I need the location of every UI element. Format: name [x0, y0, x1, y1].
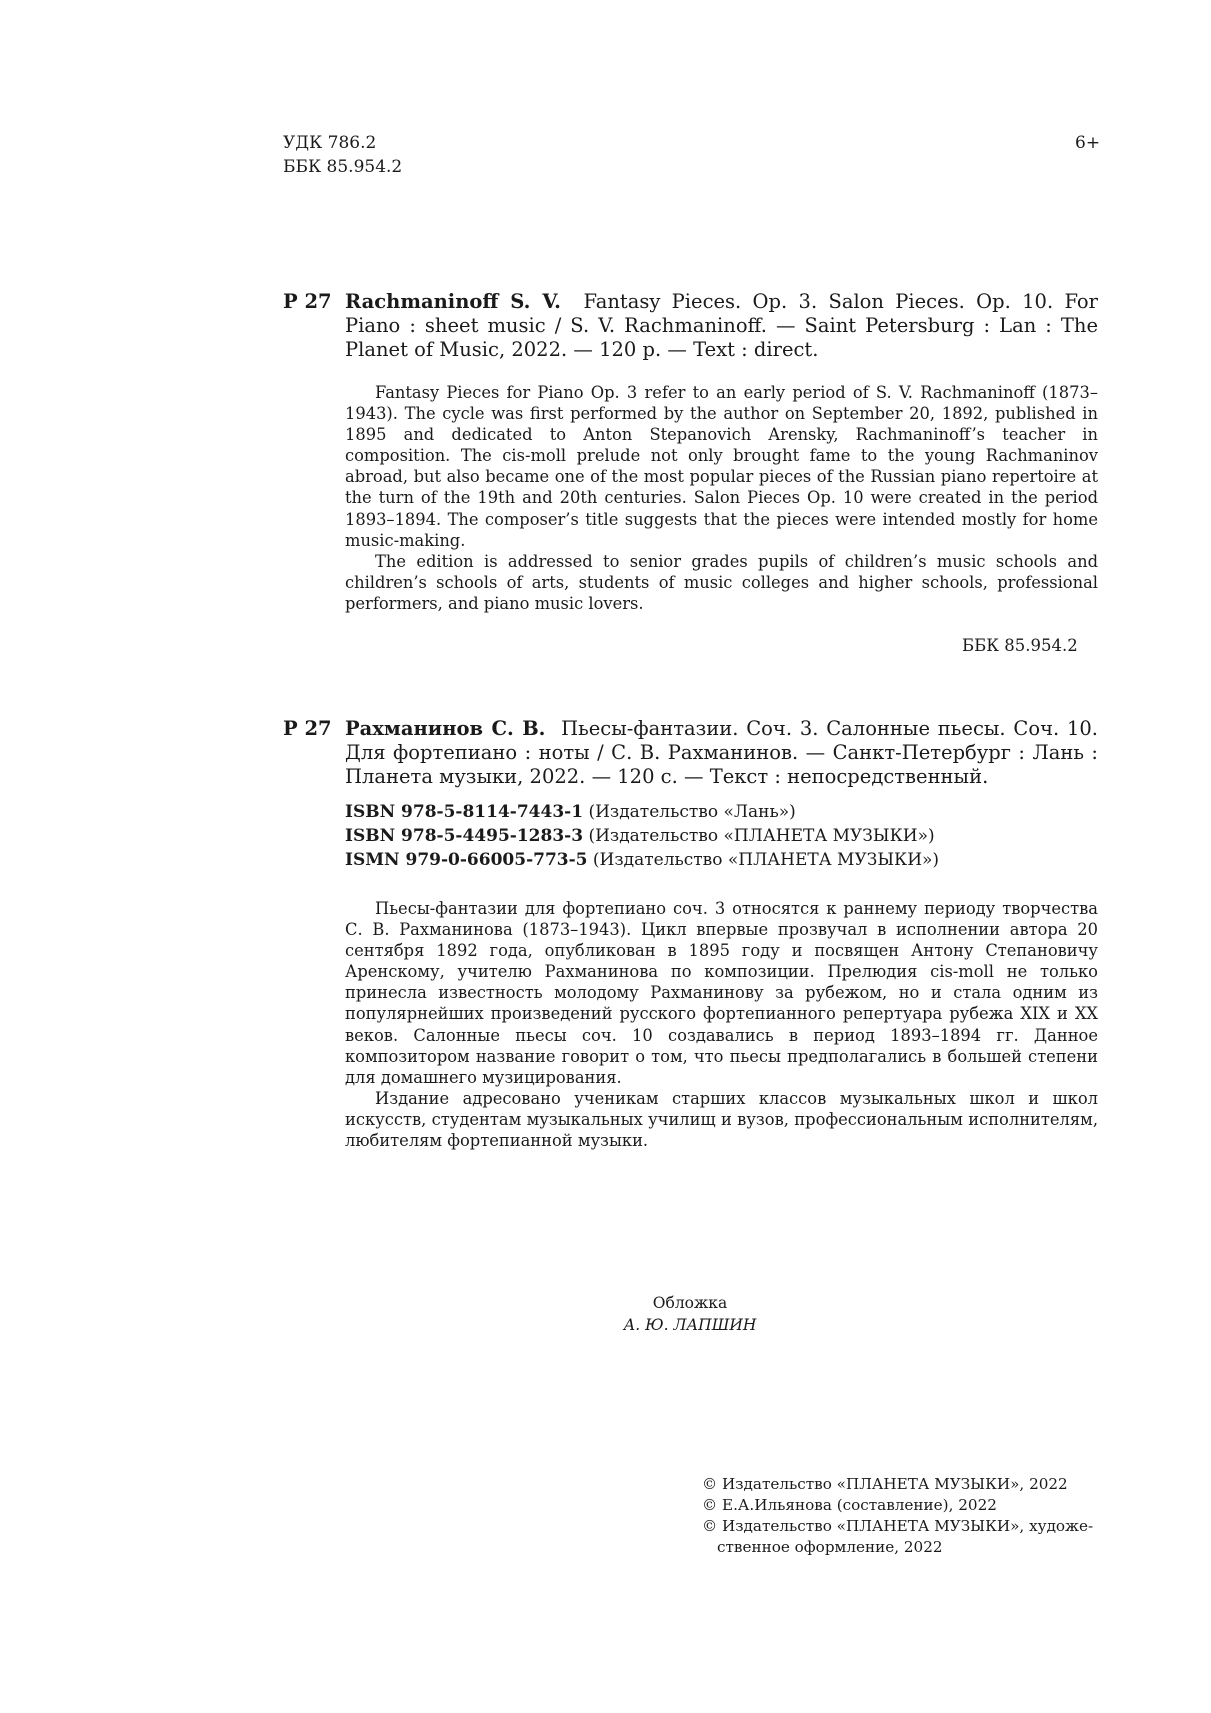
copyright-block — [702, 1474, 1102, 1558]
annotation-paragraph: The edition is addressed to senior grades pupils of children’s music schools and children’s schools of arts, students of music colleges and higher schools, professional performers, and piano music lovers. — [345, 551, 1098, 613]
copyright-line: ственное оформление, 2022 — [717, 1538, 943, 1556]
entry-author: Rachmaninoff S. V. — [345, 290, 561, 313]
bbk-code: ББК 85.954.2 — [283, 157, 403, 177]
cover-designer: А. Ю. ЛАПШИН — [623, 1316, 757, 1334]
isbn-line: ISBN 978-5-4495-1283-3 (Издательство «ПЛАНЕТА МУЗЫКИ») — [345, 826, 935, 846]
udk-code: УДК 786.2 — [283, 133, 377, 153]
copyright-line: © Издательство «ПЛАНЕТА МУЗЫКИ», 2022 — [702, 1475, 1068, 1493]
author-mark: Р 27 — [283, 717, 332, 740]
copyright-line: © Е.А.Ильянова (составление), 2022 — [702, 1496, 997, 1514]
bbk-index: ББК 85.954.2 — [962, 636, 1078, 655]
copyright-line: © Издательство «ПЛАНЕТА МУЗЫКИ», художе- — [702, 1517, 1094, 1535]
annotation-paragraph: Пьесы-фантазии для фортепиано соч. 3 относятся к раннему периоду творчества С. В. Рахманинова (1873–1943). Цикл впервые прозвучал в исполнении автора 20 сентября 1892 года, опубликован в 1895 году и посвящен Антону Степановичу Аренскому, учителю Рахманинова по композиции. Прелюдия cis-moll не только принесла известность молодому Рахманинову за рубежом, но и стала одним из популярнейших произведений русского фортепианного репертуара рубежа XIX и XX веков. Салонные пьесы соч. 10 создавались в период 1893–1894 гг. Данное композитором название говорит о том, что пьесы предполагались в большей степени для домашнего музицирования. — [345, 899, 1098, 1087]
entry-description: Пьесы-фантазии. Соч. 3. Салонные пьесы. Соч. 10. Для фортепиано : ноты / С. В. Рахманинов. — Санкт-Петербург : Лань : Планета музыки, 2022. — 120 с. — Текст : непосредственный. — [345, 717, 1099, 788]
age-rating: 6+ — [1075, 133, 1101, 153]
isbn-line: ISBN 978-5-8114-7443-1 (Издательство «Лань») — [345, 802, 796, 822]
author-mark: Р 27 — [283, 290, 332, 313]
bibliographic-entry-ru — [283, 717, 1098, 789]
udk-bbk-block — [283, 131, 402, 179]
cover-label: Обложка — [652, 1294, 728, 1312]
annotation-paragraph: Издание адресовано ученикам старших классов музыкальных школ и школ искусств, студентам музыкальных училищ и вузов, профессиональным исполнителям, любителям фортепианной музыки. — [345, 1088, 1098, 1151]
cover-credit — [560, 1292, 820, 1336]
annotation-ru — [345, 898, 1098, 1151]
ismn-line: ISMN 979-0-66005-773-5 (Издательство «ПЛАНЕТА МУЗЫКИ») — [345, 850, 940, 870]
annotation-en — [345, 382, 1098, 614]
annotation-paragraph: Fantasy Pieces for Piano Op. 3 refer to an early period of S. V. Rachmaninoff (1873–1943). The cycle was first performed by the author on September 20, 1892, published in 1895 and dedicated to Anton Stepanovich Arensky, Rachmaninoff’s teacher in composition. The cis-moll prelude not only brought fame to the young Rachmaninov abroad, but also became one of the most popular pieces of the Russian piano repertoire at the turn of the 19th and 20th centuries. Salon Pieces Op. 10 were created in the period 1893–1894. The composer’s title suggests that the pieces were intended mostly for home music-making. — [345, 383, 1098, 550]
bibliographic-entry-en — [283, 290, 1098, 362]
entry-author: Рахманинов С. В. — [345, 717, 546, 740]
isbn-block — [345, 800, 1105, 872]
entry-description: Fantasy Pieces. Op. 3. Salon Pieces. Op. 10. For Piano : sheet music / S. V. Rachmaninoff. — Saint Petersburg : Lan : The Planet of Music, 2022. — 120 p. — Text : direct. — [345, 290, 1098, 361]
